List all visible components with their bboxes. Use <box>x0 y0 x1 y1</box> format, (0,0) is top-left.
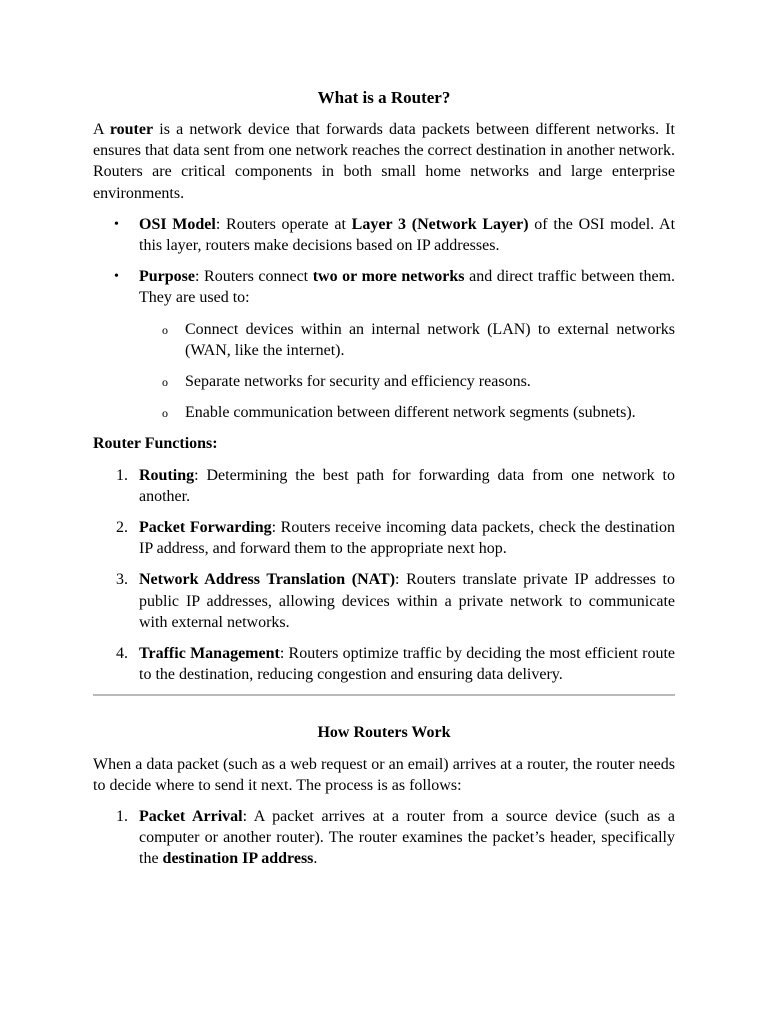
section-title-how-routers-work: How Routers Work <box>317 724 451 742</box>
function-item: 3. Network Address Translation (NAT): Routers translate private IP addresses to public IP addresses, allowing devices within a private network to communicate with external networks. <box>116 571 675 631</box>
function-item: 2. Packet Forwarding: Routers receive incoming data packets, check the destination IP address, and forward them to the appropriate next hop. <box>116 519 675 558</box>
bullet-item-purpose: • Purpose: Routers connect two or more networks and direct traffic between them. They are used to: o Connect devices within an internal network (LAN) to external networks (WAN, like the internet). o Separate networks for security and efficiency reasons. o Enable communication between different network segments (subnets). <box>93 266 675 423</box>
sub-bullet-list <box>139 319 675 424</box>
intro-bold-term: router <box>109 121 154 138</box>
how-step-item: 1. Packet Arrival: A packet arrives at a router from a source device (such as a computer or another router). The router examines the packet’s header, specifically the destination IP address. <box>116 808 675 868</box>
functions-heading: Router Functions: <box>93 435 218 453</box>
function-item: 4. Traffic Management: Routers optimize traffic by deciding the most efficient route to the destination, reducing congestion and ensuring data delivery. <box>116 645 675 684</box>
document-content <box>93 87 675 880</box>
circle-bullet-icon: o <box>162 322 168 337</box>
function-item: 1. Routing: Determining the best path for forwarding data from one network to another. <box>116 466 675 505</box>
sub-item: o Enable communication between different network segments (subnets). <box>139 402 675 423</box>
bullet-marker: • <box>114 269 119 285</box>
how-intro-paragraph: When a data packet (such as a web request or an email) arrives at a router, the router needs to decide where to send it next. The process is as follows: <box>93 755 675 794</box>
intro-paragraph: A router is a network device that forwards data packets between different networks. It ensures that data sent from one network reaches the correct destination in another network. Routers are critical components in both small home networks and large enterprise environments. <box>93 121 676 202</box>
how-steps-list <box>93 806 675 870</box>
bullet-list <box>93 214 675 424</box>
sub-item: o Connect devices within an internal network (LAN) to external networks (WAN, like the internet). <box>162 320 675 359</box>
bullet-item-osi-model: • OSI Model: Routers operate at Layer 3 (Network Layer) of the OSI model. At this layer, routers make decisions based on IP addresses. <box>114 215 676 255</box>
functions-list <box>93 465 675 686</box>
sub-item: o Separate networks for security and efficiency reasons. <box>139 371 675 392</box>
circle-bullet-icon: o <box>162 375 168 390</box>
section-divider <box>93 694 675 696</box>
bullet-marker: • <box>114 216 119 232</box>
page-title: What is a Router? <box>317 88 451 107</box>
circle-bullet-icon: o <box>162 406 168 421</box>
